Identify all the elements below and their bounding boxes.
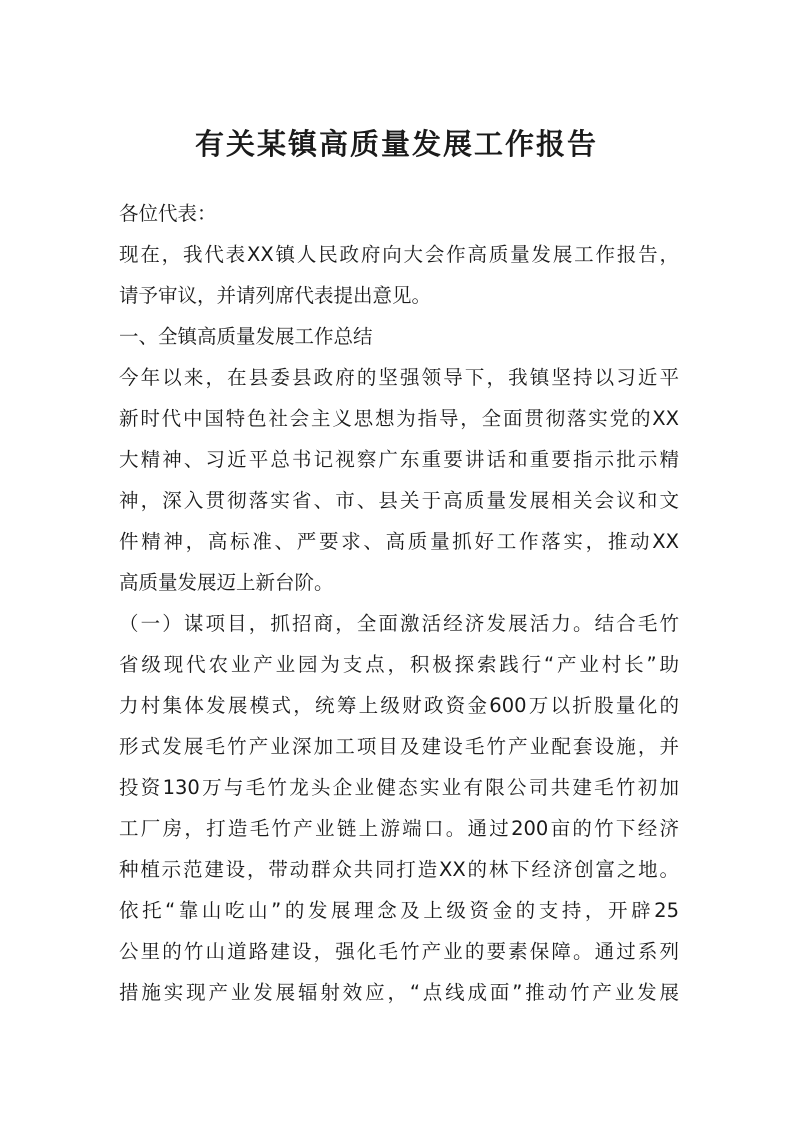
paragraph-line: 工厂房，打造毛竹产业链上游端口。通过200亩的竹下经济 [119, 817, 679, 840]
paragraph-line: 种植示范建设，带动群众共同打造XX的林下经济创富之地。 [119, 858, 679, 881]
paragraph-line: 力村集体发展模式，统筹上级财政资金600万以折股量化的 [119, 694, 679, 717]
paragraph-line: （一）谋项目，抓招商，全面激活经济发展活力。结合毛竹 [119, 612, 679, 635]
paragraph-line: 新时代中国特色社会主义思想为指导，全面贯彻落实党的XX [119, 407, 679, 430]
salutation-line: 各位代表： [119, 202, 217, 225]
paragraph-line: 神，深入贯彻落实省、市、县关于高质量发展相关会议和文 [119, 489, 679, 512]
document-title: 有关某镇高质量发展工作报告 [194, 127, 598, 161]
paragraph-line: 请予审议，并请列席代表提出意见。 [119, 284, 432, 307]
paragraph-line: 现在，我代表XX镇人民政府向大会作高质量发展工作报告， [119, 243, 679, 266]
paragraph-line: 依托“靠山吃山”的发展理念及上级资金的支持，开辟25 [119, 899, 679, 922]
paragraph-line: 省级现代农业产业园为支点，积极探索践行“产业村长”助 [119, 653, 679, 676]
paragraph-line: 措施实现产业发展辐射效应，“点线成面”推动竹产业发展 [119, 981, 679, 1004]
paragraph-line: 大精神、习近平总书记视察广东重要讲话和重要指示批示精 [119, 448, 679, 471]
paragraph-line: 高质量发展迈上新台阶。 [119, 571, 334, 594]
paragraph-line: 件精神，高标准、严要求、高质量抓好工作落实，推动XX [119, 530, 679, 553]
paragraph-line: 形式发展毛竹产业深加工项目及建设毛竹产业配套设施，并 [119, 735, 679, 758]
section-heading: 一、全镇高质量发展工作总结 [119, 325, 373, 348]
paragraph-line: 今年以来，在县委县政府的坚强领导下，我镇坚持以习近平 [119, 366, 679, 389]
paragraph-line: 投资130万与毛竹龙头企业健态实业有限公司共建毛竹初加 [119, 776, 679, 799]
paragraph-line: 公里的竹山道路建设，强化毛竹产业的要素保障。通过系列 [119, 940, 679, 963]
